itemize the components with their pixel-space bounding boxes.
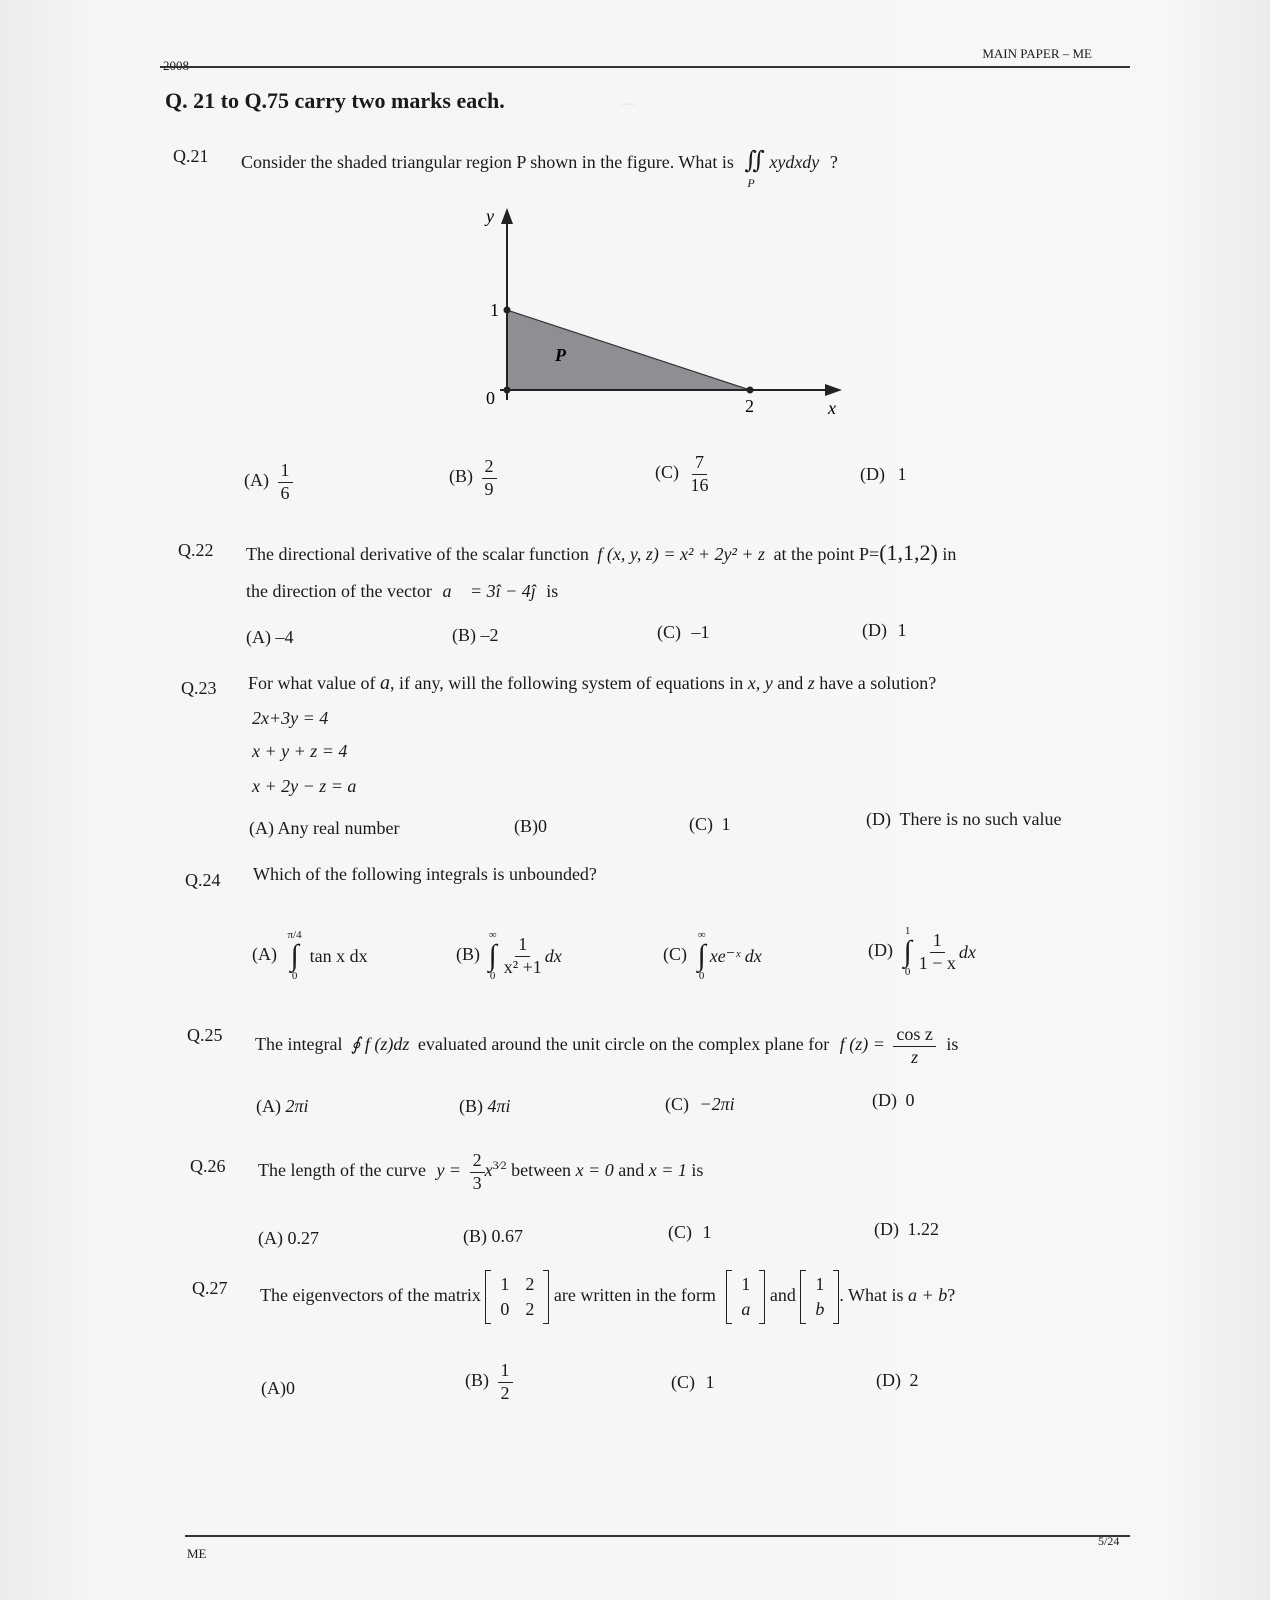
fraction-numerator: 2 — [470, 1150, 485, 1173]
option-value: 0 — [905, 1090, 915, 1110]
option-label: (A) — [246, 627, 271, 647]
fraction-numerator: 1 — [278, 460, 293, 483]
q24-text: Which of the following integrals is unbounded? — [253, 864, 597, 884]
q27-number: Q.27 — [192, 1278, 228, 1298]
q24-option-c[interactable] — [663, 930, 762, 982]
q26-option-d[interactable] — [874, 1219, 939, 1240]
q26-stem: The length of the curve — [258, 1160, 426, 1181]
q22-option-c[interactable] — [657, 622, 710, 643]
option-value: 1.22 — [907, 1219, 939, 1239]
q22-function: f (x, y, z) = x² + 2y² + z — [597, 544, 766, 564]
option-value: 0 — [538, 816, 547, 836]
option-label: (D) — [862, 620, 887, 640]
q25-number: Q.25 — [187, 1025, 223, 1045]
q22-option-b[interactable] — [452, 625, 499, 646]
option-label: (B) — [459, 1096, 483, 1116]
option-value: 2 — [909, 1370, 919, 1390]
option-value: 1 — [897, 464, 907, 484]
q27-matrix — [485, 1270, 549, 1324]
option-label: (A) — [258, 1228, 283, 1248]
q26-text — [258, 1150, 703, 1194]
q23-equation-3: x + 2y − z = a — [252, 776, 357, 796]
q21-question-mark: ? — [829, 152, 838, 172]
y-axis-label: y — [486, 206, 494, 226]
q23-vars-xy: x, y — [747, 673, 773, 693]
fraction-numerator: 2 — [482, 456, 497, 479]
option-label: (B) — [463, 1226, 487, 1246]
fraction-denominator: 3 — [472, 1172, 482, 1193]
q21-integral-region: P — [747, 176, 755, 190]
q26-and: and — [618, 1160, 645, 1181]
option-value: 0 — [286, 1378, 295, 1398]
q27-option-a[interactable] — [261, 1378, 295, 1399]
q23-stem-d: have a solution? — [819, 673, 937, 693]
fraction-denominator: 2 — [500, 1382, 510, 1403]
option-label: (D) — [876, 1370, 901, 1390]
q23-option-b[interactable] — [514, 816, 547, 837]
option-label: (B) — [449, 466, 473, 487]
option-value: 2πi — [285, 1096, 309, 1116]
option-label: (C) — [668, 1222, 692, 1242]
header-paper-title: MAIN PAPER – ME — [982, 46, 1092, 61]
matrix-cell: 2 — [525, 1274, 535, 1294]
option-value: –2 — [480, 625, 499, 645]
vector-cell: 1 — [815, 1274, 825, 1294]
q23-option-c[interactable] — [689, 814, 731, 835]
fraction-numerator: 7 — [692, 452, 707, 475]
q21-double-integral: ∬ — [744, 148, 765, 174]
q21-integrand: xydxdy — [769, 152, 820, 172]
fraction-denominator: 1 − x — [918, 952, 956, 973]
option-label: (C) — [689, 814, 713, 834]
footer-page-number: 5/24 — [1098, 1534, 1120, 1548]
option-label: (B) — [456, 944, 480, 965]
vertex-origin — [504, 387, 511, 394]
option-value: Any real number — [277, 818, 400, 838]
option-value: –1 — [691, 622, 710, 642]
bleed-text: ― — [620, 95, 636, 112]
option-value: 4πi — [487, 1096, 511, 1116]
option-label: (D) — [860, 464, 885, 484]
q27-form-text: are written in the form — [553, 1285, 716, 1306]
option-value: 1 — [721, 814, 731, 834]
q26-option-b[interactable] — [463, 1226, 523, 1247]
q22-line2 — [246, 581, 558, 602]
q24-option-d[interactable] — [868, 926, 976, 978]
q27-expression: a + b — [908, 1285, 948, 1306]
q23-stem-a: For what value of — [248, 673, 376, 693]
matrix-cell: 2 — [525, 1299, 535, 1319]
q23-stem-b: , if any, will the following system of equations in — [389, 673, 744, 693]
integral-sign: ∫ — [290, 939, 299, 972]
matrix-cell: 1 — [500, 1274, 510, 1294]
q21-option-a[interactable] — [244, 460, 293, 504]
q27-text — [260, 1270, 955, 1324]
fraction-denominator: x² +1 — [503, 956, 542, 977]
option-value: 1 — [705, 1372, 715, 1392]
q26-is: is — [691, 1160, 704, 1181]
q23-option-a[interactable] — [249, 818, 399, 839]
option-label: (A) — [252, 944, 277, 965]
q27-question-mark: ? — [947, 1285, 956, 1306]
vertex-2-0 — [747, 387, 754, 394]
q26-lower: x = 0 — [575, 1160, 614, 1181]
fraction-denominator: 6 — [280, 482, 290, 503]
q25-text — [255, 1024, 958, 1068]
vector-cell: a — [741, 1299, 751, 1319]
upper-limit: ∞ — [488, 929, 497, 941]
q21-option-c[interactable] — [655, 452, 712, 496]
q22-option-d[interactable] — [862, 620, 907, 641]
q27-vector-2 — [800, 1270, 839, 1324]
y-tick-1: 1 — [490, 300, 499, 320]
integral-sign: ∫ — [488, 939, 497, 972]
option-value: 1 — [897, 620, 907, 640]
q25-contour-integral: ∮ f (z)dz — [350, 1034, 410, 1055]
q21-option-b[interactable] — [449, 456, 497, 500]
upper-limit: 1 — [904, 925, 911, 937]
origin-label: 0 — [486, 388, 495, 408]
fraction-denominator: 16 — [690, 474, 709, 495]
y-axis-arrow-icon — [501, 208, 513, 224]
fraction-numerator: 1 — [515, 934, 530, 957]
q22-direction-text: the direction of the vector — [246, 581, 432, 601]
matrix-cell: 0 — [500, 1299, 510, 1319]
header-rule — [160, 66, 1130, 68]
option-label: (C) — [657, 622, 681, 642]
upper-limit: ∞ — [697, 929, 706, 941]
vector-cell: b — [815, 1299, 825, 1319]
footer-paper-code: ME — [187, 1546, 207, 1561]
q27-vector-1 — [726, 1270, 765, 1324]
q25-function: f (z) = — [839, 1034, 885, 1055]
q24-number: Q.24 — [185, 870, 221, 890]
q26-exponent: 3⁄2 — [492, 1158, 507, 1173]
integral-sign: ∫ — [697, 939, 706, 972]
option-value: 0.67 — [491, 1226, 523, 1246]
q22-line1 — [246, 540, 956, 566]
q25-option-c[interactable] — [665, 1094, 735, 1115]
q23-var-a: a — [379, 672, 390, 694]
region-p-shaded — [507, 310, 750, 390]
fraction-numerator: 1 — [930, 930, 945, 953]
lower-limit: 0 — [904, 966, 911, 978]
q26-upper: x = 1 — [648, 1160, 687, 1181]
q26-option-c[interactable] — [668, 1222, 712, 1243]
integral-sign: ∫ — [903, 935, 912, 968]
q23-equation-2: x + y + z = 4 — [252, 741, 348, 761]
q25-option-b[interactable] — [459, 1096, 511, 1117]
vector-cell: 1 — [741, 1274, 751, 1294]
option-label: (D) — [866, 809, 891, 829]
region-label: P — [555, 345, 566, 365]
x-tick-2: 2 — [745, 396, 754, 416]
q22-number: Q.22 — [178, 540, 214, 560]
q24-option-a[interactable] — [252, 930, 368, 982]
q25-option-a[interactable] — [256, 1096, 309, 1117]
q27-option-b[interactable] — [465, 1360, 513, 1404]
option-label: (D) — [872, 1090, 897, 1110]
differential: dx — [544, 945, 562, 966]
q27-what-is: . What is — [839, 1285, 904, 1306]
fraction-denominator: z — [911, 1046, 919, 1067]
integrand: tan x dx — [309, 945, 368, 966]
q27-stem: The eigenvectors of the matrix — [260, 1285, 481, 1306]
fraction-denominator: 9 — [484, 478, 494, 499]
q24-option-b[interactable] — [456, 930, 562, 982]
fraction-numerator: 1 — [498, 1360, 513, 1383]
option-value: –4 — [275, 627, 294, 647]
option-label: (C) — [671, 1372, 695, 1392]
option-value: −2πi — [699, 1094, 735, 1114]
q27-option-d[interactable] — [876, 1370, 919, 1391]
upper-limit: π/4 — [287, 929, 302, 941]
q26-option-a[interactable] — [258, 1228, 319, 1249]
q26-between: between — [511, 1160, 572, 1181]
x-axis-label: x — [828, 398, 836, 418]
q22-point: (1,1,2) — [879, 540, 938, 565]
lower-limit: 0 — [291, 970, 298, 982]
q23-option-d[interactable] — [866, 809, 1061, 830]
footer-rule — [185, 1535, 1130, 1537]
option-label: (B) — [465, 1370, 489, 1391]
q21-stem: Consider the shaded triangular region P shown in the figure. What is — [241, 152, 734, 172]
section-title: Q. 21 to Q.75 carry two marks each. — [165, 88, 505, 113]
fraction-numerator: cos z — [893, 1024, 935, 1047]
q23-number: Q.23 — [181, 678, 217, 698]
q25-stem: The integral — [255, 1034, 343, 1055]
q21-option-d[interactable] — [860, 464, 907, 485]
q27-and: and — [769, 1285, 796, 1306]
q27-option-c[interactable] — [671, 1372, 715, 1393]
option-label: (A) — [256, 1096, 281, 1116]
option-label: (A) — [244, 470, 269, 491]
q22-in: in — [942, 544, 957, 564]
option-value: There is no such value — [899, 809, 1062, 829]
q26-number: Q.26 — [190, 1156, 226, 1176]
q22-is: is — [546, 581, 559, 601]
integrand: xe⁻ˣ dx — [709, 945, 762, 966]
option-label: (C) — [663, 944, 687, 965]
q25-is: is — [946, 1034, 959, 1055]
q25-option-d[interactable] — [872, 1090, 915, 1111]
vertex-0-1 — [504, 307, 511, 314]
option-label: (B) — [514, 816, 538, 836]
q23-and: and — [777, 673, 804, 693]
q21-number: Q.21 — [173, 146, 209, 166]
option-label: (C) — [665, 1094, 689, 1114]
q21-text — [241, 146, 838, 190]
q22-stem: The directional derivative of the scalar function — [246, 544, 589, 564]
q23-equation-1: 2x+3y = 4 — [252, 708, 329, 728]
q22-vector: a⃗ = 3î − 4ĵ — [442, 581, 536, 601]
differential: dx — [958, 941, 976, 962]
option-label: (A) — [261, 1378, 286, 1398]
x-axis-arrow-icon — [825, 384, 842, 396]
q23-var-z: z — [807, 673, 815, 693]
option-value: 0.27 — [287, 1228, 319, 1248]
q21-figure — [470, 200, 870, 420]
q25-stem-2: evaluated around the unit circle on the complex plane for — [417, 1034, 830, 1055]
q26-base: x — [484, 1160, 493, 1181]
lower-limit: 0 — [698, 970, 705, 982]
header-year: 2008 — [163, 58, 189, 73]
q26-lhs: y = — [436, 1160, 462, 1181]
option-label: (D) — [874, 1219, 899, 1239]
lower-limit: 0 — [489, 970, 496, 982]
option-label: (B) — [452, 625, 476, 645]
option-label: (C) — [655, 462, 679, 483]
option-label: (A) — [249, 818, 274, 838]
q23-text — [248, 672, 936, 695]
q22-option-a[interactable] — [246, 627, 294, 648]
option-label: (D) — [868, 940, 893, 961]
q22-point-text: at the point P= — [773, 544, 880, 564]
option-value: 1 — [702, 1222, 712, 1242]
